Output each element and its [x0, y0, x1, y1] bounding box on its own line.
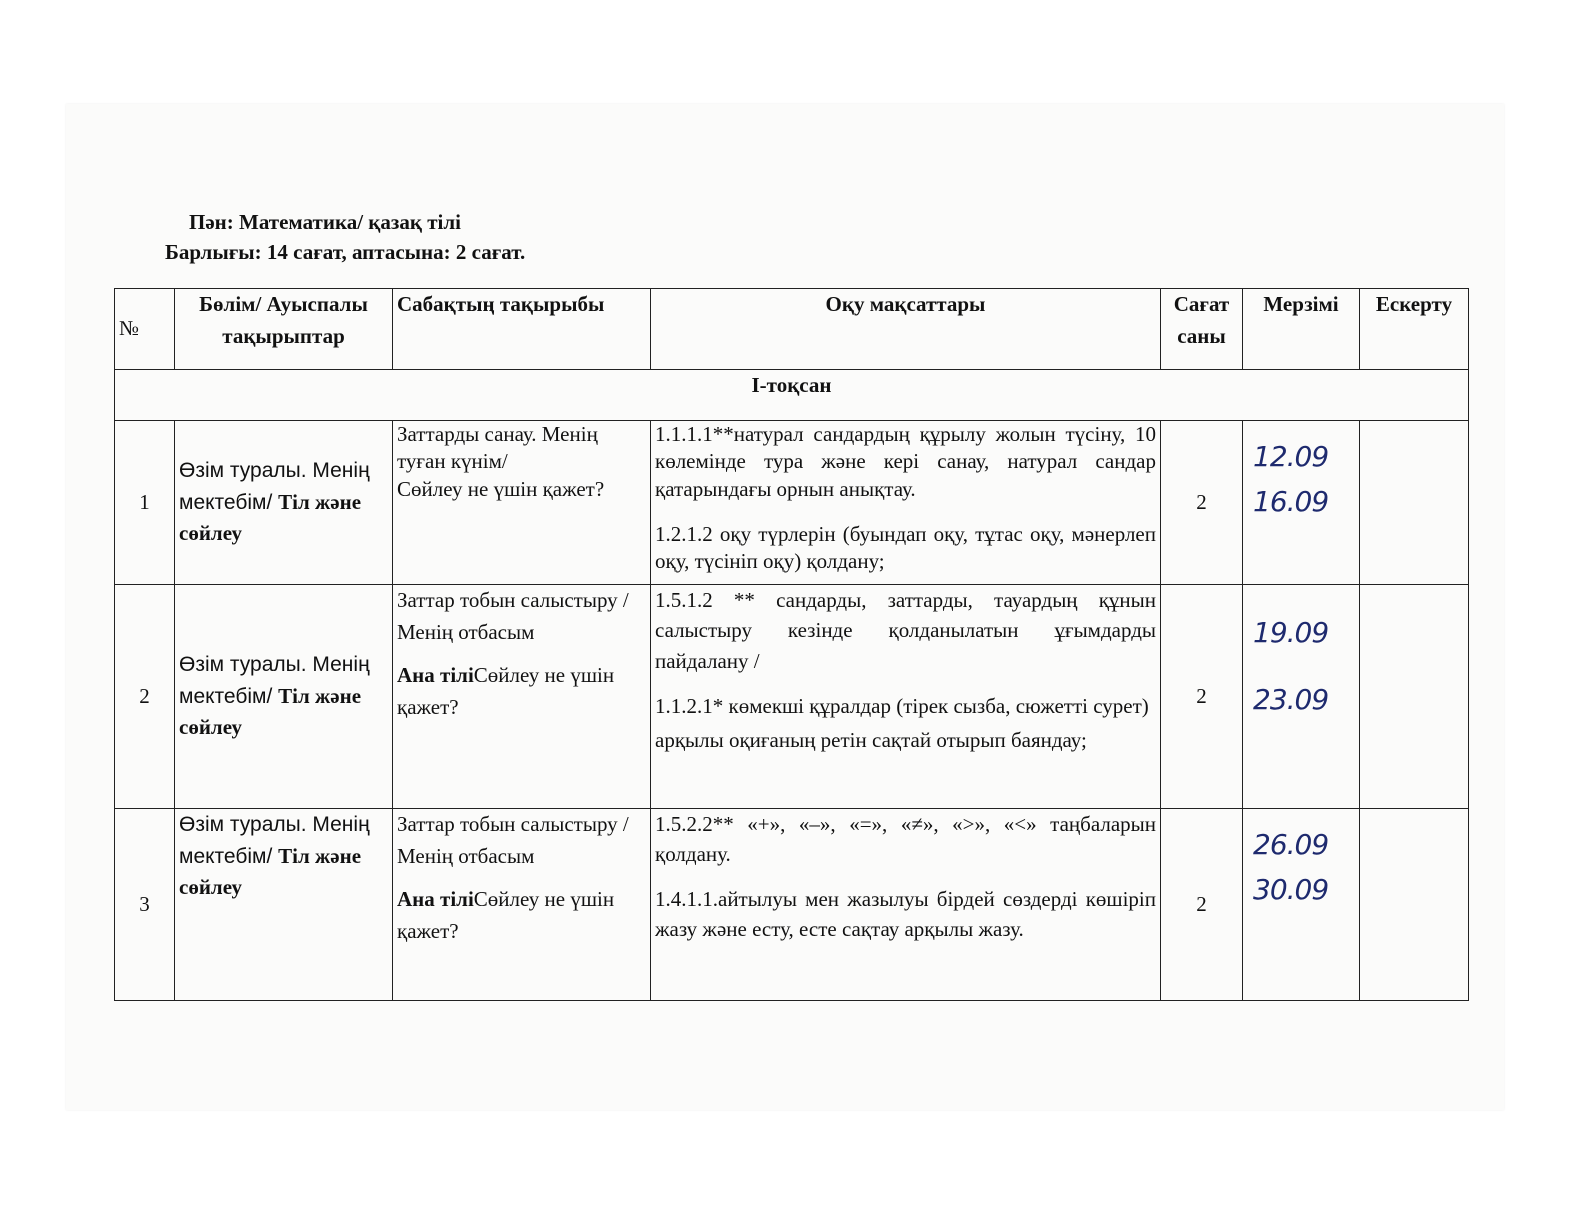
dates-cell — [1243, 585, 1360, 809]
col-header-num: № — [115, 289, 175, 370]
handwritten-date: 16.09 — [1253, 484, 1329, 518]
hours-total-heading: Барлығы: 14 сағат, аптасына: 2 сағат. — [165, 240, 526, 264]
handwritten-date: 30.09 — [1253, 872, 1329, 906]
col-header-note: Ескерту — [1360, 289, 1469, 370]
handwritten-date: 12.09 — [1253, 440, 1329, 473]
topic-bold-text: Ана тілі — [397, 663, 474, 687]
table-header-row — [115, 289, 1469, 370]
topic-cell — [393, 809, 651, 1001]
goal-item: 1.1.2.1* көмекші құралдар (тірек сызба, сюжетті сурет) арқылы оқиғаның ретін сақтай отырып баяндау; — [655, 694, 1149, 752]
goal-item: 1.4.1.1.айтылуы мен жазылуы бірдей сөздерді көшіріп жазу және есту, есте сақтау арқылы жазу. — [655, 886, 1156, 942]
topic-bold-text: Ана тілі — [397, 887, 474, 911]
handwritten-date: 26.09 — [1253, 828, 1329, 861]
section-text: Өзім туралы. Менің мектебім/ — [179, 459, 370, 514]
topic-text: Сөйлеу не үшін қажет? — [397, 663, 615, 719]
table-row — [115, 585, 1469, 809]
hours-cell: 2 — [1161, 585, 1243, 809]
note-cell — [1360, 421, 1469, 585]
goal-item: 1.5.1.2 ** сандарды, заттарды, тауардың құнын салыстыру кезінде қолданылатын ұғымдарды пайдалану / — [655, 588, 1156, 673]
section-text: Өзім туралы. Менің мектебім/ — [179, 813, 370, 868]
note-cell — [1360, 809, 1469, 1001]
section-text: Өзім туралы. Менің мектебім/ — [179, 653, 370, 708]
col-header-hours: Сағат саны — [1161, 289, 1243, 370]
handwritten-date: 19.09 — [1253, 616, 1329, 649]
handwritten-date: 23.09 — [1253, 683, 1329, 717]
row-number: 1 — [115, 421, 175, 585]
hours-cell: 2 — [1161, 809, 1243, 1001]
dates-cell — [1243, 809, 1360, 1001]
section-cell — [175, 585, 393, 809]
topic-line — [397, 660, 646, 723]
quarter-label: І-тоқсан — [115, 370, 1469, 421]
topic-line: Сөйлеу не үшін қажет? — [397, 476, 605, 501]
topic-cell — [393, 585, 651, 809]
table-row — [115, 421, 1469, 585]
col-header-section: Бөлім/ Ауыспалы тақырыптар — [175, 289, 393, 370]
goals-cell — [651, 585, 1161, 809]
topic-line — [397, 884, 646, 947]
col-header-topic: Сабақтың тақырыбы — [393, 289, 651, 370]
section-bold-text: Тіл және сөйлеу — [179, 489, 362, 546]
note-cell — [1360, 585, 1469, 809]
topic-line: Заттар тобын салыстыру / Менің отбасым — [397, 812, 629, 868]
hours-cell: 2 — [1161, 421, 1243, 585]
row-number: 3 — [115, 809, 175, 1001]
col-header-goals: Оқу мақсаттары — [651, 289, 1161, 370]
goals-cell — [651, 809, 1161, 1001]
section-cell — [175, 421, 393, 585]
section-cell — [175, 809, 393, 1001]
topic-text: Сөйлеу не үшін қажет? — [397, 887, 615, 943]
goal-item: 1.2.1.2 оқу түрлерін (буындап оқу, тұтас оқу, мәнерлеп оқу, түсініп оқу) қолдану; — [655, 521, 1156, 574]
lesson-plan-table — [114, 288, 1469, 1001]
dates-cell — [1243, 421, 1360, 585]
table-row — [115, 809, 1469, 1001]
topic-line: Заттар тобын салыстыру / Менің отбасым — [397, 588, 629, 644]
col-header-dates: Мерзімі — [1243, 289, 1360, 370]
goal-item: 1.5.2.2** «+», «–», «=», «≠», «>», «<» таңбаларын қолдану. — [655, 812, 1156, 867]
section-bold-text: Тіл және сөйлеу — [179, 843, 362, 899]
topic-line: Заттарды санау. Менің туған күнім/ — [397, 422, 598, 474]
row-number: 2 — [115, 585, 175, 809]
quarter-row — [115, 370, 1469, 421]
section-bold-text: Тіл және сөйлеу — [179, 683, 362, 740]
subject-heading: Пән: Математика/ қазақ тілі — [189, 210, 461, 234]
goal-item: 1.1.1.1**натурал сандардың құрылу жолын түсіну, 10 көлемінде тура және кері санау, натурал сандар қатарындағы орнын анықтау. — [655, 422, 1156, 501]
topic-cell — [393, 421, 651, 585]
goals-cell — [651, 421, 1161, 585]
